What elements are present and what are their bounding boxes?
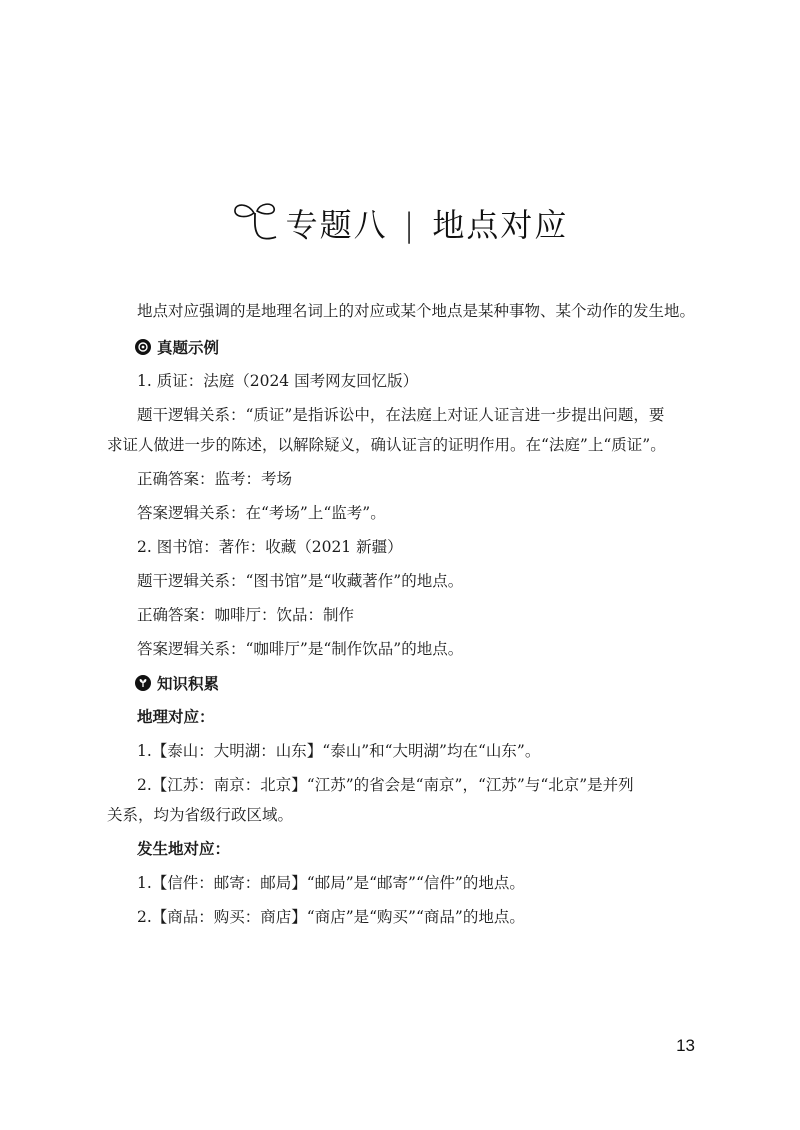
ring-icon	[135, 339, 151, 355]
question-1-answer-logic: 答案逻辑关系：在“考场”上“监考”。	[137, 504, 386, 522]
chapter-title	[0, 200, 800, 246]
place-subheading: 发生地对应：	[137, 840, 231, 858]
section-heading-examples	[107, 336, 697, 358]
place-item-1: 1.【信件：邮寄：邮局】“邮局”是“邮寄”“信件”的地点。	[137, 874, 525, 892]
question-2-answer-logic: 答案逻辑关系：“咖啡厅”是“制作饮品”的地点。	[137, 640, 464, 658]
section-heading-knowledge	[107, 672, 697, 694]
geo-item-2	[107, 774, 697, 826]
section-heading-text: 真题示例	[157, 339, 220, 357]
sprout-icon	[232, 201, 280, 245]
question-1: 1. 质证：法庭（2024 国考网友回忆版）	[137, 372, 419, 390]
question-2-answer: 正确答案：咖啡厅：饮品：制作	[137, 606, 355, 624]
chapter-topic: 专题八	[285, 206, 388, 244]
content-body	[107, 300, 697, 940]
question-1-logic	[107, 404, 697, 456]
geo-subheading: 地理对应：	[137, 708, 215, 726]
question-2: 2. 图书馆：著作：收藏（2021 新疆）	[137, 538, 403, 556]
geo-item-2-line: 2.【江苏：南京：北京】“江苏”的省会是“南京”，“江苏”与“北京”是并列	[137, 776, 634, 794]
geo-item-2-line: 关系，均为省级行政区域。	[107, 806, 294, 824]
question-1-logic-line: 求证人做进一步的陈述，以解除疑义，确认证言的证明作用。在“法庭”上“质证”。	[107, 436, 666, 454]
geo-item-1: 1.【泰山：大明湖：山东】“泰山”和“大明湖”均在“山东”。	[137, 742, 541, 760]
chapter-name: 地点对应	[432, 206, 569, 244]
sprout-circle-icon	[135, 675, 151, 691]
page-number: 13	[676, 1036, 695, 1055]
title-separator: |	[403, 206, 417, 244]
question-1-answer: 正确答案：监考：考场	[137, 470, 293, 488]
intro-paragraph: 地点对应强调的是地理名词上的对应或某个地点是某种事物、某个动作的发生地。	[137, 302, 696, 320]
question-2-logic: 题干逻辑关系：“图书馆”是“收藏著作”的地点。	[137, 572, 464, 590]
place-item-2: 2.【商品：购买：商店】“商店”是“购买”“商品”的地点。	[137, 908, 525, 926]
question-1-logic-line: 题干逻辑关系：“质证”是指诉讼中，在法庭上对证人证言进一步提出问题，要	[137, 406, 665, 424]
section-heading-text: 知识积累	[157, 675, 220, 693]
